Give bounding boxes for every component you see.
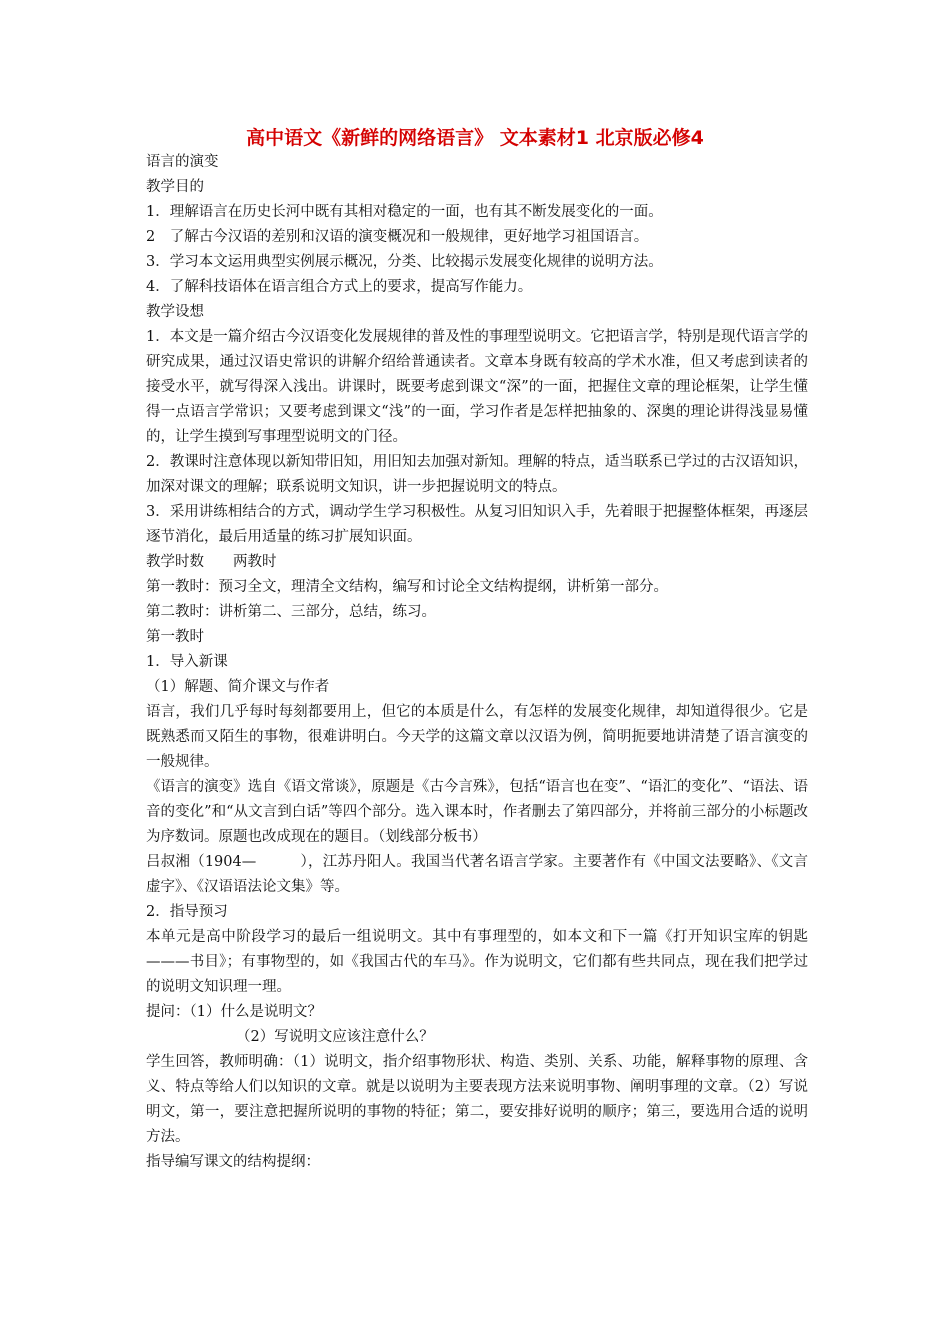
paragraph: 指导编写课文的结构提纲： bbox=[146, 1154, 320, 1170]
paragraph: 第一教时：预习全文，理清全文结构，编写和讨论全文结构提纲，讲析第一部分。 bbox=[146, 579, 668, 595]
paragraph: 吕叔湘（1904— ），江苏丹阳人。我国当代著名语言学家。主要著作有《中国文法要略》、《文言虚字》、《汉语语法论文集》等。 bbox=[146, 854, 808, 895]
paragraph: 语言，我们几乎每时每刻都要用上，但它的本质是什么，有怎样的发展变化规律，却知道得很少。它是既熟悉而又陌生的事物，很难讲明白。今天学的这篇文章以汉语为例，简明扼要地讲清楚了语言演变的一般规律。 bbox=[146, 704, 808, 770]
paragraph: 3．采用讲练相结合的方式，调动学生学习积极性。从复习旧知识入手，先着眼于把握整体框架，再逐层逐节消化，最后用适量的练习扩展知识面。 bbox=[146, 504, 808, 545]
section-heading: 1．导入新课 bbox=[146, 654, 228, 670]
document-body bbox=[146, 150, 808, 1175]
document-title: 高中语文《新鲜的网络语言》 文本素材1 北京版必修4 bbox=[246, 127, 704, 149]
section-heading: 2．指导预习 bbox=[146, 904, 228, 920]
paragraph: 本单元是高中阶段学习的最后一组说明文。其中有事理型的，如本文和下一篇《打开知识宝库的钥匙———书目》；有事物型的，如《我国古代的车马》。作为说明文，它们都有些共同点，现在我们把学过的说明文知识理一理。 bbox=[146, 929, 808, 995]
paragraph: 第二教时：讲析第二、三部分，总结，练习。 bbox=[146, 604, 436, 620]
section-heading: 教学设想 bbox=[146, 304, 204, 320]
paragraph: 2．教课时注意体现以新知带旧知，用旧知去加强对新知。理解的特点，适当联系已学过的古汉语知识，加深对课文的理解；联系说明文知识，讲一步把握说明文的特点。 bbox=[146, 454, 808, 495]
paragraph: 《语言的演变》选自《语文常谈》，原题是《古今言殊》，包括“语言也在变”、“语汇的变化”、“语法、语音的变化”和“从文言到白话”等四个部分。选入课本时，作者删去了第四部分，并将前三部分的小标题改为序数词。原题也改成现在的题目。（划线部分板书） bbox=[146, 779, 808, 845]
question-line: （2）写说明文应该注意什么？ bbox=[236, 1029, 434, 1045]
section-heading: 语言的演变 bbox=[146, 154, 219, 170]
list-item: 3．学习本文运用典型实例展示概况，分类、比较揭示发展变化规律的说明方法。 bbox=[146, 254, 663, 270]
section-heading: 教学时数 两教时 bbox=[146, 554, 277, 570]
paragraph: （1）解题、简介课文与作者 bbox=[146, 679, 330, 695]
paragraph: 学生回答，教师明确：（1）说明文，指介绍事物形状、构造、类别、关系、功能，解释事物的原理、含义、特点等给人们以知识的文章。就是以说明为主要表现方法来说明事物、阐明事理的文章。（2）写说明文，第一，要注意把握所说明的事物的特征；第二，要安排好说明的顺序；第三，要选用合适的说明方法。 bbox=[146, 1054, 808, 1145]
list-item: 2 了解古今汉语的差别和汉语的演变概况和一般规律，更好地学习祖国语言。 bbox=[146, 229, 649, 245]
list-item: 1．理解语言在历史长河中既有其相对稳定的一面，也有其不断发展变化的一面。 bbox=[146, 204, 663, 220]
paragraph: 1．本文是一篇介绍古今汉语变化发展规律的普及性的事理型说明文。它把语言学，特别是现代语言学的研究成果，通过汉语史常识的讲解介绍给普通读者。文章本身既有较高的学术水准，但又考虑到读者的接受水平，就写得深入浅出。讲课时，既要考虑到课文“深”的一面，把握住文章的理论框架，让学生懂得一点语言学常识；又要考虑到课文“浅”的一面，学习作者是怎样把抽象的、深奥的理论讲得浅显易懂的，让学生摸到写事理型说明文的门径。 bbox=[146, 329, 808, 445]
section-heading: 教学目的 bbox=[146, 179, 204, 195]
list-item: 4．了解科技语体在语言组合方式上的要求，提高写作能力。 bbox=[146, 279, 533, 295]
section-heading: 第一教时 bbox=[146, 629, 204, 645]
question-line: 提问：（1）什么是说明文？ bbox=[146, 1004, 322, 1020]
